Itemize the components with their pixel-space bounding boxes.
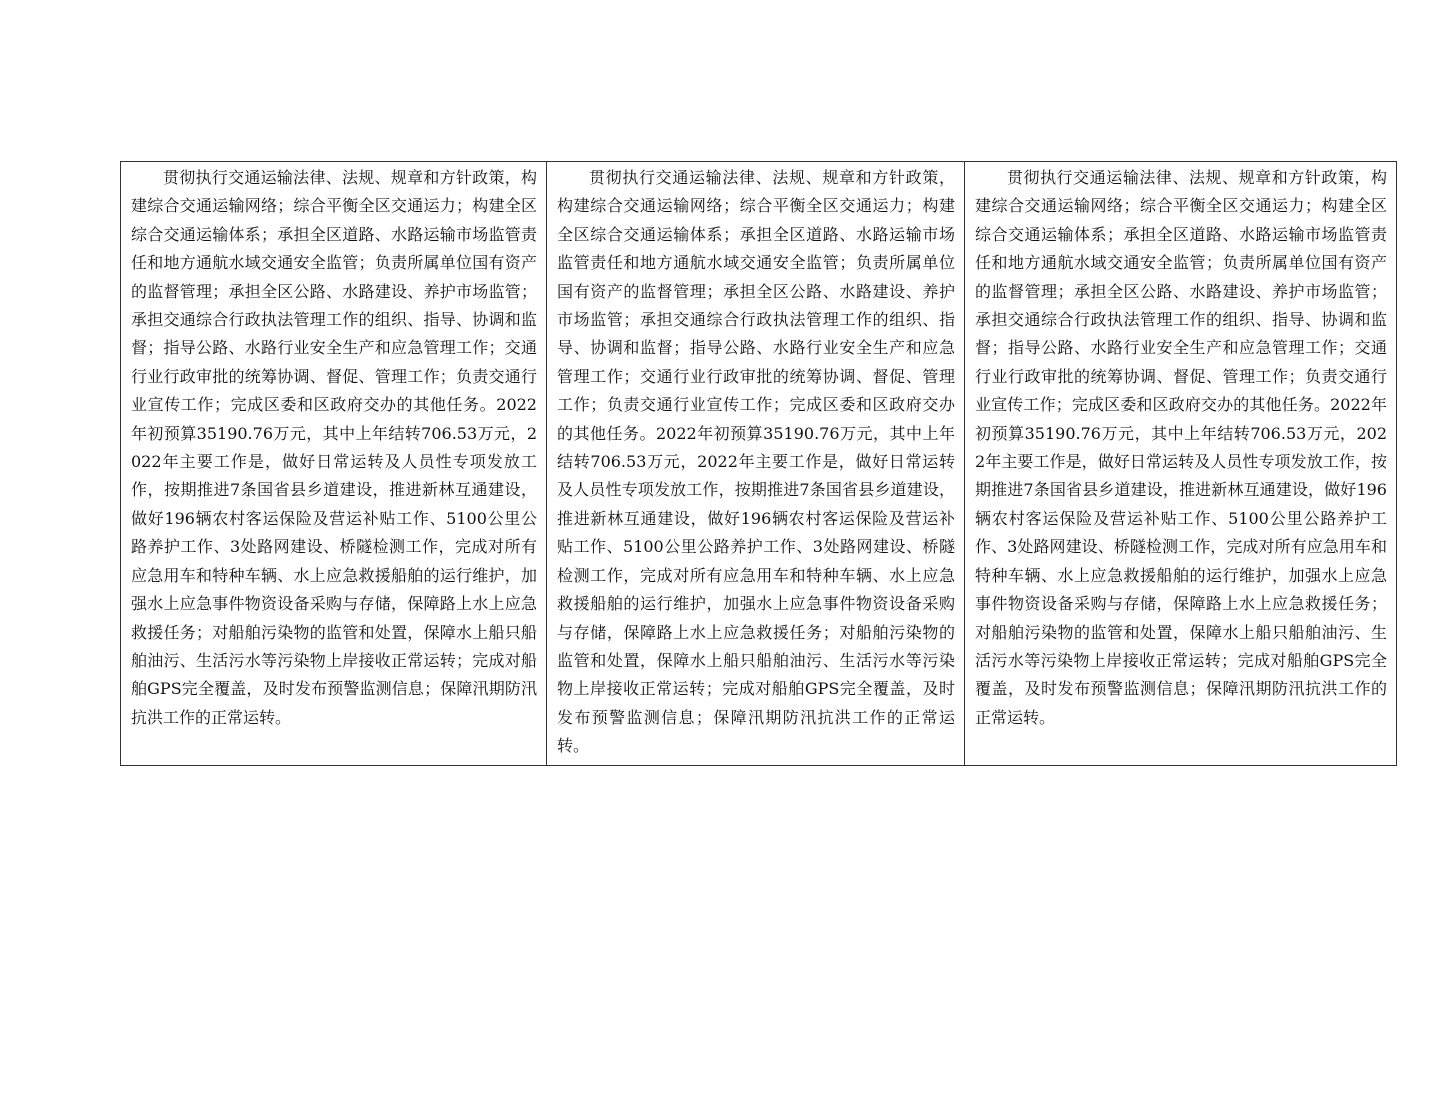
cell-text: 贯彻执行交通运输法律、法规、规章和方针政策，构建综合交通运输网络；综合平衡全区交通运力；构建全区综合交通运输体系；承担全区道路、水路运输市场监管责任和地方通航水域交通安全监管；负责所属单位国有资产的监督管理；承担全区公路、水路建设、养护市场监管；承担交通综合行政执法管理工作的组织、指导、协调和监督；指导公路、水路行业安全生产和应急管理工作；交通行业行政审批的统筹协调、督促、管理工作；负责交通行业宣传工作；完成区委和区政府交办的其他任务。2022年初预算35190.76万元，其中上年结转706.53万元，2022年主要工作是，做好日常运转及人员性专项发放工作，按期推进7条国省县乡道建设，推进新林互通建设，做好196辆农村客运保险及营运补贴工作、5100公里公路养护工作、3处路网建设、桥隧检测工作，完成对所有应急用车和特种车辆、水上应急救援船舶的运行维护，加强水上应急事件物资设备采购与存储，保障路上水上应急救援任务；对船舶污染物的监管和处置，保障水上船只船舶油污、生活污水等污染物上岸接收正常运转；完成对船舶GPS完全覆盖，及时发布预警监测信息；保障汛期防汛抗洪工作的正常运转。 [975,168,1387,727]
cell-text: 贯彻执行交通运输法律、法规、规章和方针政策，构建综合交通运输网络；综合平衡全区交通运力；构建全区综合交通运输体系；承担全区道路、水路运输市场监管责任和地方通航水域交通安全监管；负责所属单位国有资产的监督管理；承担全区公路、水路建设、养护市场监管；承担交通综合行政执法管理工作的组织、指导、协调和监督；指导公路、水路行业安全生产和应急管理工作；交通行业行政审批的统筹协调、督促、管理工作；负责交通行业宣传工作；完成区委和区政府交办的其他任务。2022年初预算35190.76万元，其中上年结转706.53万元，2022年主要工作是，做好日常运转及人员性专项发放工作，按期推进7条国省县乡道建设，推进新林互通建设，做好196辆农村客运保险及营运补贴工作、5100公里公路养护工作、3处路网建设、桥隧检测工作，完成对所有应急用车和特种车辆、水上应急救援船舶的运行维护，加强水上应急事件物资设备采购与存储，保障路上水上应急救援任务；对船舶污染物的监管和处置，保障水上船只船舶油污、生活污水等污染物上岸接收正常运转；完成对船舶GPS完全覆盖，及时发布预警监测信息；保障汛期防汛抗洪工作的正常运转。 [557,168,955,756]
table-row [121,162,1397,766]
table-cell-3 [965,162,1397,766]
table-cell-2 [547,162,965,766]
content-table [120,161,1397,766]
cell-text: 贯彻执行交通运输法律、法规、规章和方针政策，构建综合交通运输网络；综合平衡全区交通运力；构建全区综合交通运输体系；承担全区道路、水路运输市场监管责任和地方通航水域交通安全监管；负责所属单位国有资产的监督管理；承担全区公路、水路建设、养护市场监管；承担交通综合行政执法管理工作的组织、指导、协调和监督；指导公路、水路行业安全生产和应急管理工作；交通行业行政审批的统筹协调、督促、管理工作；负责交通行业宣传工作；完成区委和区政府交办的其他任务。2022年初预算35190.76万元，其中上年结转706.53万元，2022年主要工作是，做好日常运转及人员性专项发放工作，按期推进7条国省县乡道建设，推进新林互通建设，做好196辆农村客运保险及营运补贴工作、5100公里公路养护工作、3处路网建设、桥隧检测工作，完成对所有应急用车和特种车辆、水上应急救援船舶的运行维护，加强水上应急事件物资设备采购与存储，保障路上水上应急救援任务；对船舶污染物的监管和处置，保障水上船只船舶油污、生活污水等污染物上岸接收正常运转；完成对船舶GPS完全覆盖，及时发布预警监测信息；保障汛期防汛抗洪工作的正常运转。 [131,168,537,727]
table-cell-1 [121,162,547,766]
